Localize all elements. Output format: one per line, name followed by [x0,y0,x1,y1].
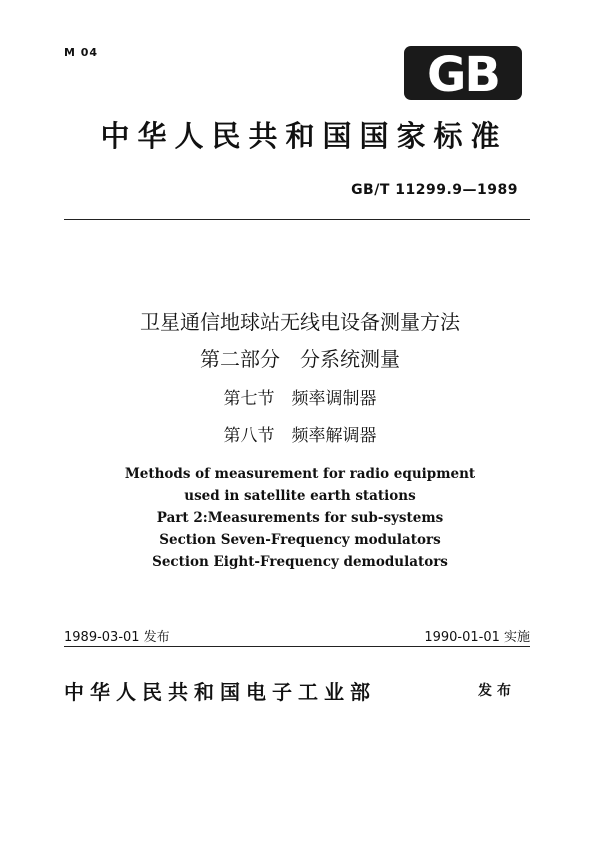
chinese-title-section-seven: 第七节 频率调制器 [223,389,377,409]
english-title-line: Part 2:Measurements for sub-systems [156,510,444,526]
gb-logo [404,46,522,100]
english-title-line: Methods of measurement for radio equipment [124,466,476,482]
national-standard-title: 中华人民共和国国家标准 [100,119,508,153]
chinese-title-part: 第二部分 分系统测量 [200,347,400,371]
gb-logo-text: GB [427,47,499,100]
issue-date: 1989-03-01 发布 [64,630,170,645]
english-title-line: Section Seven-Frequency modulators [159,532,441,548]
english-title-line: used in satellite earth stations [184,488,416,504]
classification-code: M 04 [64,46,99,59]
bottom-divider [64,646,530,647]
publish-label: 发布 [478,683,516,699]
chinese-title-section-eight: 第八节 频率解调器 [223,426,377,446]
implementation-date: 1990-01-01 实施 [424,630,530,645]
publisher-name: 中华人民共和国电子工业部 [64,680,376,704]
standard-number: GB/T 11299.9—1989 [351,182,518,198]
chinese-title-main: 卫星通信地球站无线电设备测量方法 [140,310,460,334]
top-divider [64,219,530,220]
english-title-line: Section Eight-Frequency demodulators [152,554,448,570]
